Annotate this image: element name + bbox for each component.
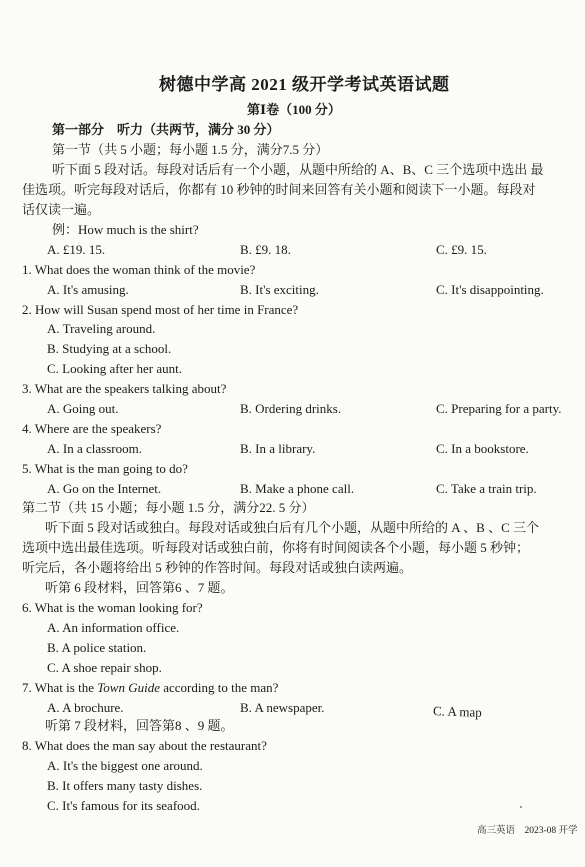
question-6-option-a: A. An information office. bbox=[47, 620, 180, 635]
question-6: 6. What is the woman looking for? bbox=[22, 600, 203, 615]
question-1-option-c: C. It's disappointing. bbox=[436, 282, 544, 297]
question-8: 8. What does the man say about the restaurant? bbox=[22, 738, 267, 753]
question-7 bbox=[22, 680, 278, 696]
example-option-c: C. £9. 15. bbox=[436, 242, 487, 257]
question-6-option-b: B. A police station. bbox=[47, 640, 147, 655]
question-4-option-c: C. In a bookstore. bbox=[436, 441, 529, 456]
question-5-option-a: A. Go on the Internet. bbox=[47, 481, 162, 496]
section-two-heading: 第二节（共 15 小题；每小题 1.5 分，满分22. 5 分） bbox=[22, 500, 315, 515]
question-5-option-c: C. Take a train trip. bbox=[436, 481, 537, 496]
question-2-option-a: A. Traveling around. bbox=[47, 321, 156, 336]
question-6-option-c: C. A shoe repair shop. bbox=[47, 660, 162, 675]
question-1-option-a: A. It's amusing. bbox=[47, 282, 129, 297]
example-option-a: A. £19. 15. bbox=[47, 242, 106, 257]
question-3-option-b: B. Ordering drinks. bbox=[240, 401, 342, 416]
section-one-instruction-1: 听下面 5 段对话。每段对话后有一个小题，从题中所给的 A、B、C 三个选项中选出 最 bbox=[52, 162, 544, 177]
volume-heading: 第Ⅰ卷（100 分） bbox=[247, 102, 341, 117]
question-8-option-c: C. It's famous for its seafood. bbox=[47, 798, 200, 813]
section-two-instruction-2: 选项中选出最佳选项。听每段对话或独白前，你将有时间阅读各个小题，每小题 5 秒钟； bbox=[22, 540, 530, 555]
section-one-instruction-3: 话仅读一遍。 bbox=[22, 202, 101, 217]
question-8-option-a: A. It's the biggest one around. bbox=[47, 758, 203, 773]
question-5: 5. What is the man going to do? bbox=[22, 461, 188, 476]
material-7-heading: 听第 7 段材料，回答第8 、9 题。 bbox=[45, 718, 234, 733]
section-one-instruction-2: 佳选项。听完每段对话后，你都有 10 秒钟的时间来回答有关小题和阅读下一小题。每段对 bbox=[22, 182, 536, 197]
question-5-option-b: B. Make a phone call. bbox=[240, 481, 355, 496]
question-4-option-a: A. In a classroom. bbox=[47, 441, 142, 456]
question-8-option-b: B. It offers many tasty dishes. bbox=[47, 778, 203, 793]
question-7-text-pre: 7. What is the bbox=[22, 680, 98, 695]
question-7-option-b: B. A newspaper. bbox=[240, 700, 325, 715]
question-7-text-post: according to the man? bbox=[159, 680, 279, 695]
question-7-option-c: C. A map bbox=[432, 703, 483, 720]
question-1: 1. What does the woman think of the movie? bbox=[22, 262, 256, 277]
question-7-text-italic: Town Guide bbox=[97, 680, 160, 695]
question-4: 4. Where are the speakers? bbox=[22, 421, 162, 436]
question-3-option-a: A. Going out. bbox=[47, 401, 119, 416]
part-one-heading: 第一部分 听力（共两节，满分 30 分） bbox=[52, 122, 280, 137]
question-4-option-b: B. In a library. bbox=[240, 441, 316, 456]
example-question: 例：How much is the shirt? bbox=[52, 222, 199, 237]
question-2-option-b: B. Studying at a school. bbox=[47, 341, 172, 356]
section-one-heading: 第一节（共 5 小题；每小题 1.5 分，满分7.5 分） bbox=[52, 142, 329, 157]
question-3: 3. What are the speakers talking about? bbox=[22, 381, 227, 396]
question-3-option-c: C. Preparing for a party. bbox=[436, 401, 562, 416]
question-7-option-a: A. A brochure. bbox=[47, 700, 124, 715]
question-1-option-b: B. It's exciting. bbox=[240, 282, 319, 297]
page-footer: 高三英语 2023-08 开学 bbox=[477, 826, 578, 836]
section-two-instruction-1: 听下面 5 段对话或独白。每段对话或独白后有几个小题，从题中所给的 A 、B 、C 三个 bbox=[45, 520, 540, 535]
example-option-b: B. £9. 18. bbox=[240, 242, 291, 257]
question-2-option-c: C. Looking after her aunt. bbox=[47, 361, 183, 376]
scan-speck bbox=[520, 806, 522, 808]
question-2: 2. How will Susan spend most of her time in France? bbox=[22, 302, 299, 317]
section-two-instruction-3: 听完后，各小题将给出 5 秒钟的作答时间。每段对话或独白读两遍。 bbox=[22, 560, 413, 575]
exam-title: 树德中学高 2021 级开学考试英语试题 bbox=[159, 75, 450, 94]
material-6-heading: 听第 6 段材料，回答第6 、7 题。 bbox=[45, 580, 234, 595]
